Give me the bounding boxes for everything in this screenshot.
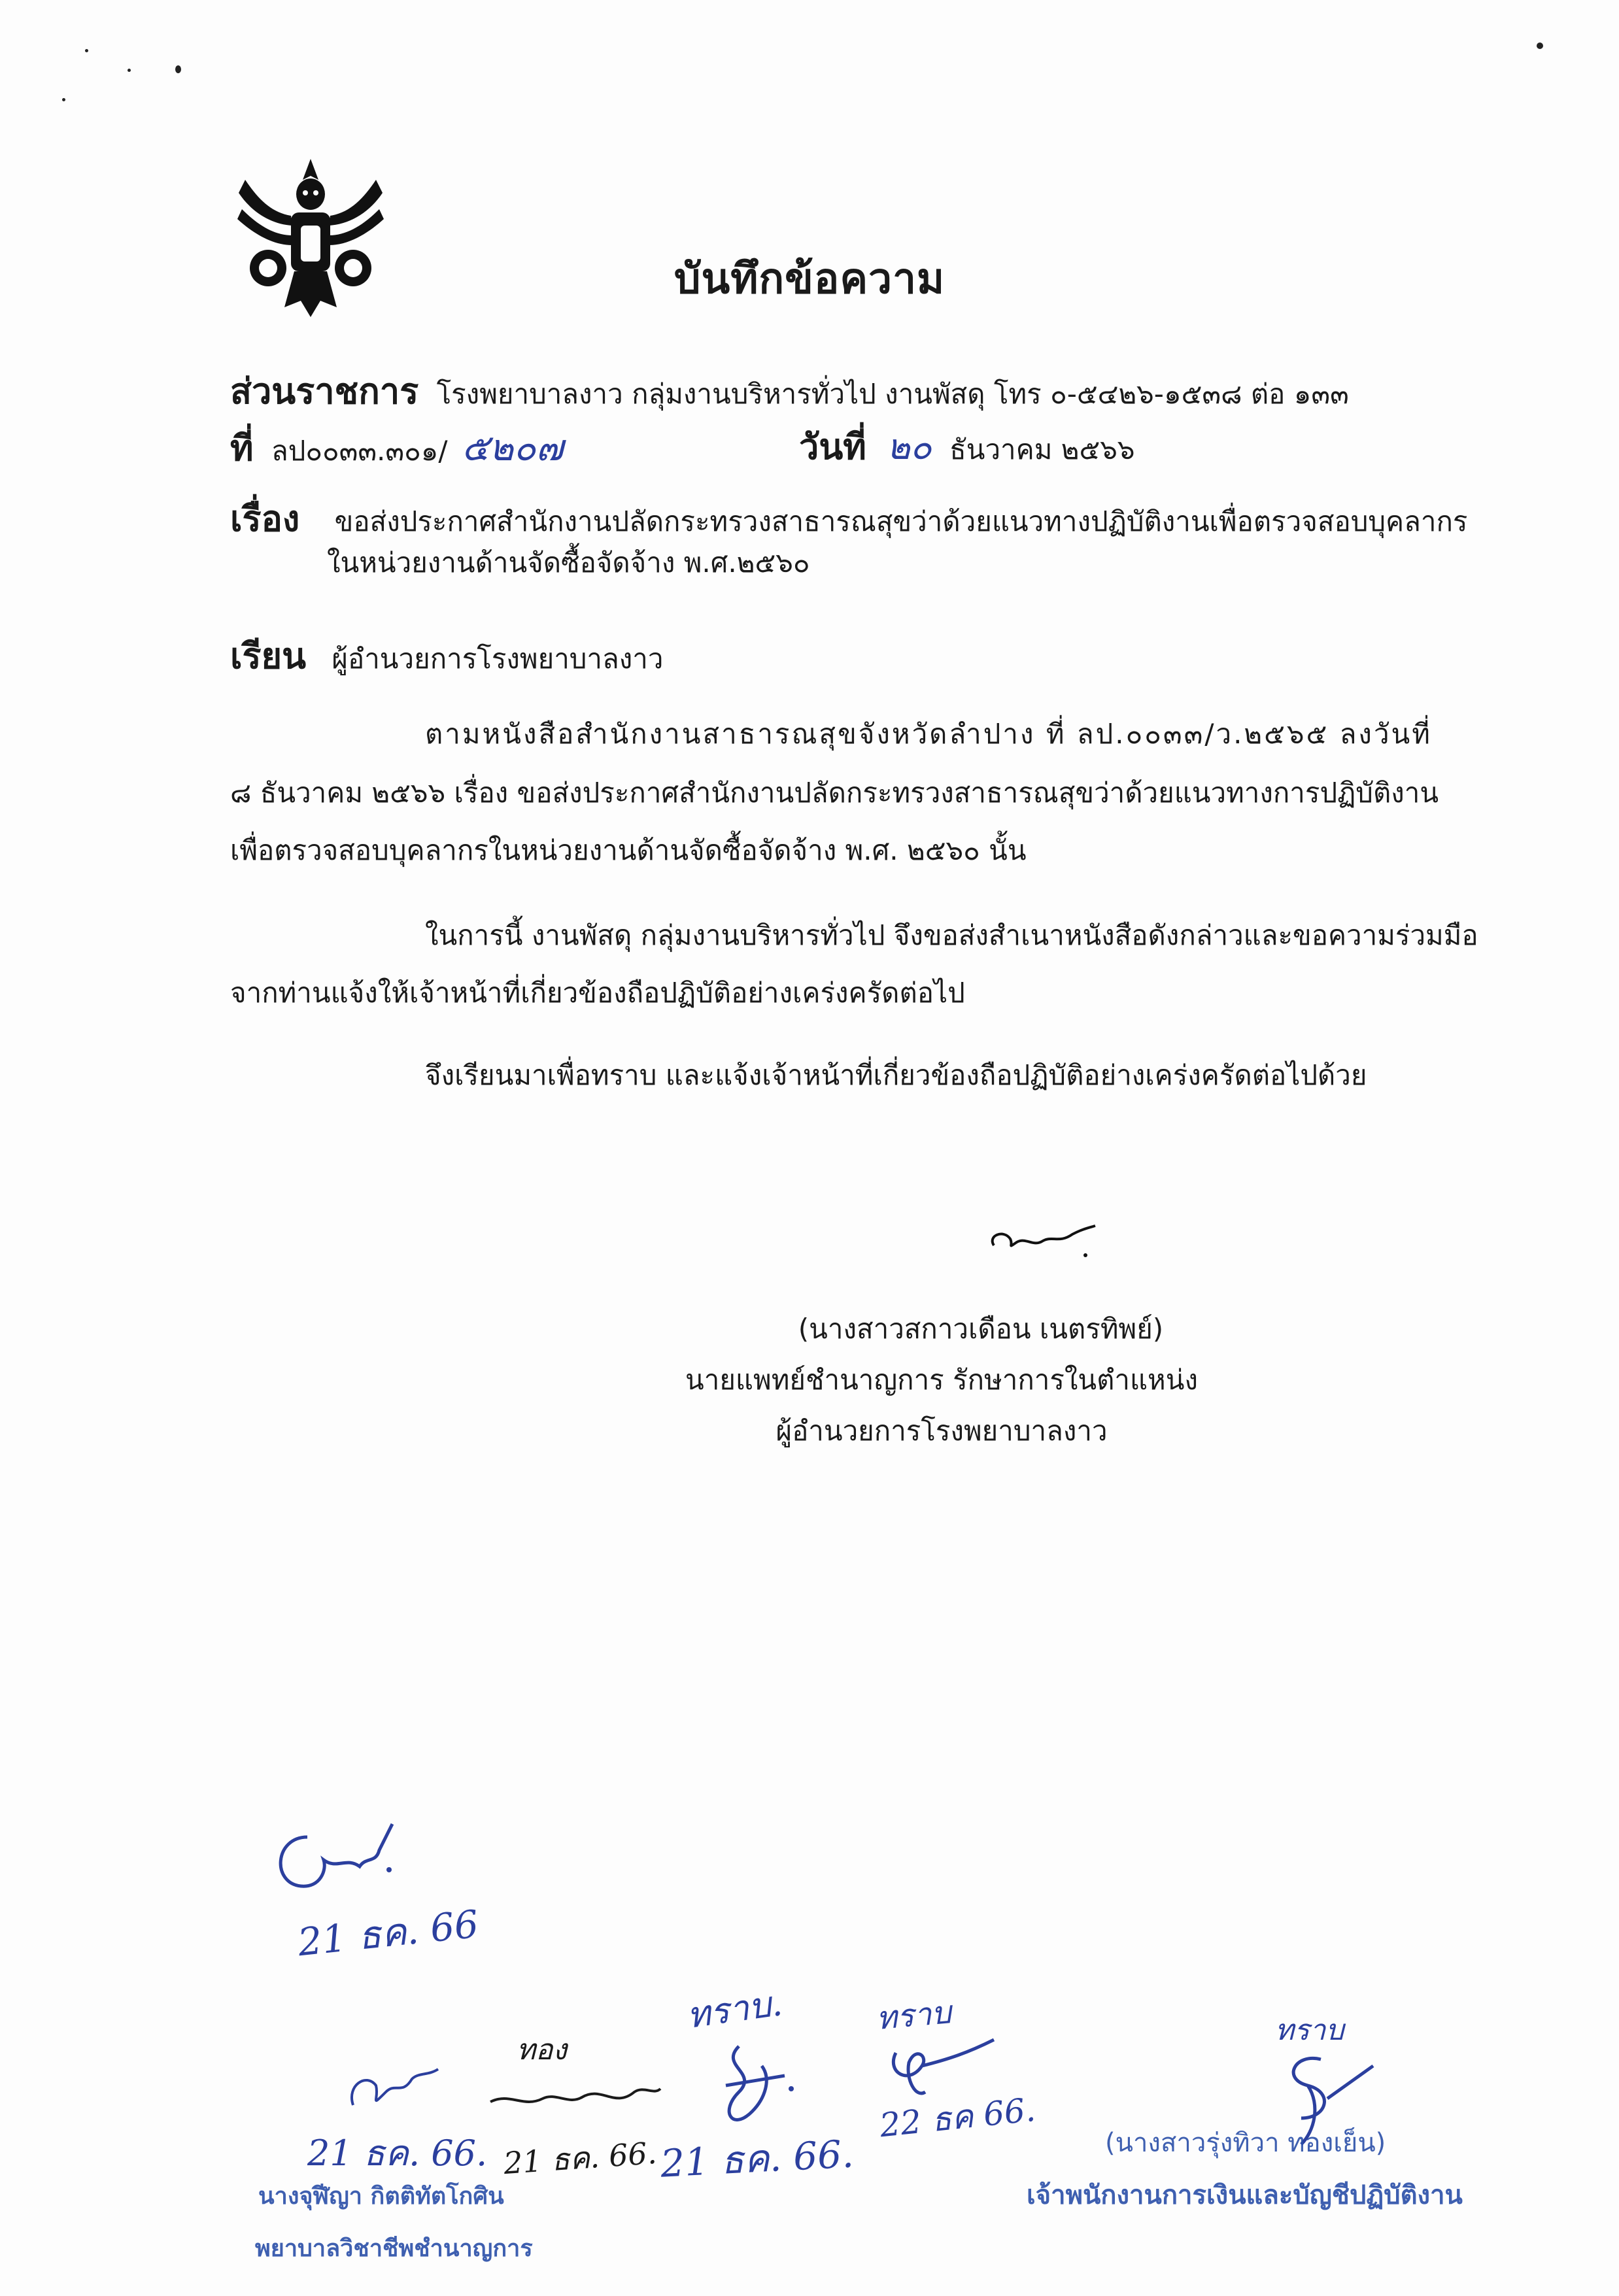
note-1-date: 21 ธค. 66. xyxy=(307,2133,488,2174)
subject-label: เรื่อง xyxy=(230,498,300,539)
director-signature xyxy=(981,1209,1112,1262)
stamp-left-name: นางจุฬีญา กิตติทัตโกศิน xyxy=(258,2183,504,2210)
reference-value: ลป๐๐๓๓.๓๐๑/ xyxy=(271,435,448,467)
reference-label: ที่ xyxy=(230,428,254,469)
agency-value: โรงพยาบาลงาว กลุ่มงานบริหารทั่วไป งานพัสดุ โทร ๐-๕๔๒๖-๑๕๓๘ ต่อ ๑๓๓ xyxy=(436,378,1349,410)
scan-speck xyxy=(128,69,131,72)
note-3-signature xyxy=(700,2033,804,2131)
stamp-right-position: เจ้าพนักงานการเงินและบัญชีปฏิบัติงาน xyxy=(1027,2180,1463,2210)
signatory-position-2: ผู้อำนวยการโรงพยาบาลงาว xyxy=(775,1415,1108,1447)
addressee-value: ผู้อำนวยการโรงพยาบาลงาว xyxy=(332,643,664,675)
paragraph-2-line-1: ในการนี้ งานพัสดุ กลุ่มงานบริหารทั่วไป จึงขอส่งสำเนาหนังสือดังกล่าวและขอความร่วมมือ xyxy=(425,919,1478,951)
note-2-label: ทอง xyxy=(517,2033,567,2067)
reference-line xyxy=(230,418,564,477)
note-1-signature xyxy=(340,2046,445,2118)
subject-line xyxy=(230,490,1467,547)
scan-speck xyxy=(62,98,65,101)
addressee-label: เรียน xyxy=(230,635,307,677)
signatory-name: (นางสาวสกาวเดือน เนตรทิพย์) xyxy=(798,1313,1164,1345)
closing-line: จึงเรียนมาเพื่อทราบ และแจ้งเจ้าหน้าที่เกี่ยวข้องถือปฏิบัติอย่างเคร่งครัดต่อไปด้วย xyxy=(425,1059,1367,1091)
scan-speck xyxy=(175,65,181,73)
note-4-label: ทราบ xyxy=(874,1994,953,2037)
director-approval-date: 21 ธค. 66 xyxy=(296,1901,481,1965)
agency-line xyxy=(230,363,1349,419)
subject-text-1: ขอส่งประกาศสำนักงานปลัดกระทรวงสาธารณสุขว่าด้วยแนวทางปฏิบัติงานเพื่อตรวจสอบบุคลากร xyxy=(334,505,1468,537)
paragraph-2-line-2: จากท่านแจ้งให้เจ้าหน้าที่เกี่ยวข้องถือปฏิบัติอย่างเคร่งครัดต่อไป xyxy=(230,977,965,1009)
paragraph-1-line-2: ๘ ธันวาคม ๒๕๖๖ เรื่อง ขอส่งประกาศสำนักงานปลัดกระทรวงสาธารณสุขว่าด้วยแนวทางการปฏิบัติงาน xyxy=(230,777,1439,809)
date-handwritten: ๒๐ xyxy=(887,426,932,467)
paragraph-1-line-1: ตามหนังสือสำนักงานสาธารณสุขจังหวัดลำปาง ที่ ลป.๐๐๓๓/ว.๒๕๖๕ ลงวันที่ xyxy=(425,718,1432,750)
signatory-position-1: นายแพทย์ชำนาญการ รักษาการในตำแหน่ง xyxy=(685,1364,1198,1396)
memo-title: บันทึกข้อความ xyxy=(673,255,946,303)
reference-handwritten: ๕๒๐๗ xyxy=(461,427,564,469)
note-5-label: ทราบ xyxy=(1275,2014,1344,2047)
agency-label: ส่วนราชการ xyxy=(230,371,419,412)
scan-speck xyxy=(1537,42,1543,49)
date-label: วันที่ xyxy=(799,426,866,467)
note-2-signature xyxy=(484,2072,667,2125)
note-3-date: 21 ธค. 66. xyxy=(659,2131,855,2186)
stamp-right-name: (นางสาวรุ่งทิวา ทองเย็น) xyxy=(1105,2128,1386,2158)
note-3-label: ทราบ. xyxy=(684,1982,785,2036)
addressee-line xyxy=(230,628,663,684)
note-2-date: 21 ธค. 66. xyxy=(502,2135,658,2182)
date-line xyxy=(799,418,1135,475)
date-value: ธันวาคม ๒๕๖๖ xyxy=(949,433,1135,465)
note-4-date: 22 ธค 66. xyxy=(878,2090,1038,2145)
scan-speck xyxy=(85,49,88,52)
paragraph-1-line-3: เพื่อตรวจสอบบุคลากรในหน่วยงานด้านจัดซื้อจัดจ้าง พ.ศ. ๒๕๖๐ นั้น xyxy=(230,834,1027,866)
stamp-left-position: พยาบาลวิชาชีพชำนาญการ xyxy=(255,2235,533,2262)
subject-continuation: ในหน่วยงานด้านจัดซื้อจัดจ้าง พ.ศ.๒๕๖๐ xyxy=(327,547,810,579)
